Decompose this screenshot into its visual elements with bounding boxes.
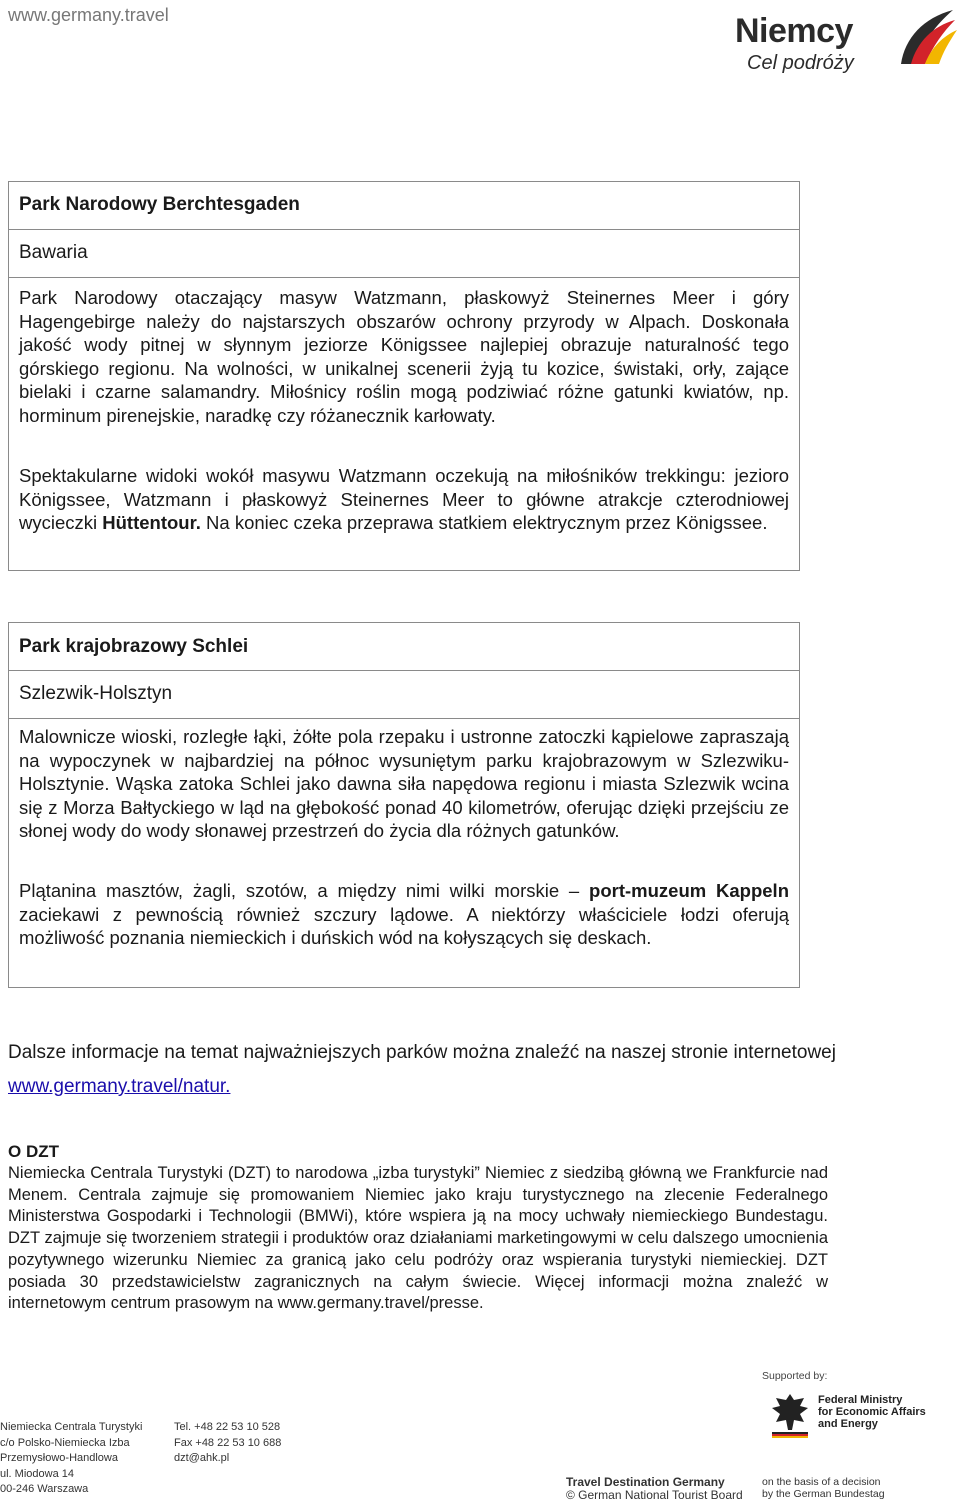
- site-url[interactable]: www.germany.travel: [8, 5, 169, 25]
- park-region: Szlezwik-Holsztyn: [19, 683, 173, 704]
- bundestag-note: on the basis of a decision by the German Bundestag: [762, 1476, 885, 1500]
- about-title: O DZT: [8, 1142, 59, 1161]
- hut-tour-name: Hüttentour.: [102, 512, 201, 533]
- divider: [9, 277, 799, 278]
- park-harbour-text: Plątanina masztów, żagli, szotów, a między nimi wilki morskie – port-muzeum Kappeln zaciekawi z pewnością również szczury lądowe. A niektórzy właściciele łodzi oferują możliwość poznania niemieckich i duńskich wód na kołyszących się deskach.: [19, 880, 789, 948]
- about-text: Niemiecka Centrala Turystyki (DZT) to narodowa „izba turystyki” Niemiec z siedzibą główną we Frankfurcie nad Menem. Centrala zajmuje się promowaniem Niemiec jako kraju turystycznego na zlecenie Federalnego Ministerstwa Gospodarki i Technologii (BMWi), które wspiera ją na mocy uchwały niemieckiego Bundestagu. DZT zajmuje się tworzeniem strategii i produktów oraz działaniami marketingowymi w celu dalszego umocnienia pozytywnego wizerunku Niemiec za granicą jako celu podróży oraz wspierania turystyki niemieckiej. DZT posiada 30 przedstawicielstw zagranicznych na całym świecie. Więcej informacji można znaleźć w internetowym centrum prasowym na www.germany.travel/presse.: [8, 1164, 828, 1313]
- park-description: Malownicze wioski, rozległe łąki, żółte pola rzepaku i ustronne zatoczki kąpielowe zapraszają na wypoczynek w najbardziej na północ wysuniętym parku krajobrazowym w Szlezwiku-Holsztynie. Wąska zatoka Schlei jako dawna siła napędowa regionu i miasta Szlezwik wcina się z Morza Bałtyckiego w ląd na głębokość ponad 40 kilometrów, oferując dzięki przejściu ze słonej wody do wody słonawej przestrzeń do życia dla różnych gatunków.: [19, 726, 789, 841]
- museum-port-name: port-muzeum Kappeln: [589, 880, 789, 901]
- park-title: Park krajobrazowy Schlei: [19, 636, 249, 657]
- natur-link[interactable]: www.germany.travel/natur.: [8, 1076, 231, 1097]
- divider: [9, 229, 799, 230]
- footer: [0, 1360, 960, 1504]
- park-description: Park Narodowy otaczający masyw Watzmann, płaskowyż Steinernes Meer i góry Hagengebirge należy do najstarszych obszarów ochrony przyrody w Alpach. Doskonała jakość wody pitnej w słynnym jeziorze Königssee najlepiej obrazuje naturalność tego górskiego regionu. Na wolności, w unikalnej scenerii żyją tu kozice, świstaki, orły, zające bielaki i czarne salamandry. Miłośnicy roślin mogą podziwiać różne gatunki kwiatów, np. horminum pirenejskie, naradkę czy różanecznik karłowaty.: [19, 287, 789, 426]
- park-schlei-box: [8, 622, 800, 988]
- brand-subtitle: Cel podróży: [747, 52, 854, 74]
- tdg-label: Travel Destination Germany © German National Tourist Board: [566, 1475, 743, 1502]
- brand-name: Niemcy: [735, 12, 853, 50]
- park-trekking-text: Spektakularne widoki wokół masywu Watzmann oczekują na miłośników trekkingu: jezioro Königssee, Watzmann i płaskowyż Steinernes Meer to główne atrakcje czterodniowej wycieczki Hüttentour. Na koniec czeka przeprawa statkiem elektrycznym przez Königssee.: [19, 465, 789, 533]
- supported-by-label: Supported by:: [762, 1370, 828, 1382]
- park-region: Bawaria: [19, 242, 88, 263]
- footer-contact: Tel. +48 22 53 10 528 Fax +48 22 53 10 688 dzt@ahk.pl: [174, 1420, 281, 1467]
- divider: [9, 670, 799, 671]
- footer-email[interactable]: dzt@ahk.pl: [174, 1452, 230, 1464]
- ministry-name: Federal Ministry for Economic Affairs and Energy: [818, 1394, 926, 1430]
- more-info-text: Dalsze informacje na temat najważniejszych parków można znaleźć na naszej stronie internetowej www.germany.travel/natur.: [8, 1042, 836, 1097]
- park-berchtesgaden-box: [8, 181, 800, 571]
- flag-swoosh-icon: [895, 8, 957, 68]
- brand-logo: [735, 8, 955, 78]
- divider: [9, 718, 799, 719]
- footer-address: Niemiecka Centrala Turystyki c/o Polsko-Niemiecka Izba Przemysłowo-Handlowa ul. Miodowa 14 00-246 Warszawa: [0, 1421, 143, 1495]
- federal-eagle-icon: [770, 1390, 810, 1440]
- park-title: Park Narodowy Berchtesgaden: [19, 194, 300, 215]
